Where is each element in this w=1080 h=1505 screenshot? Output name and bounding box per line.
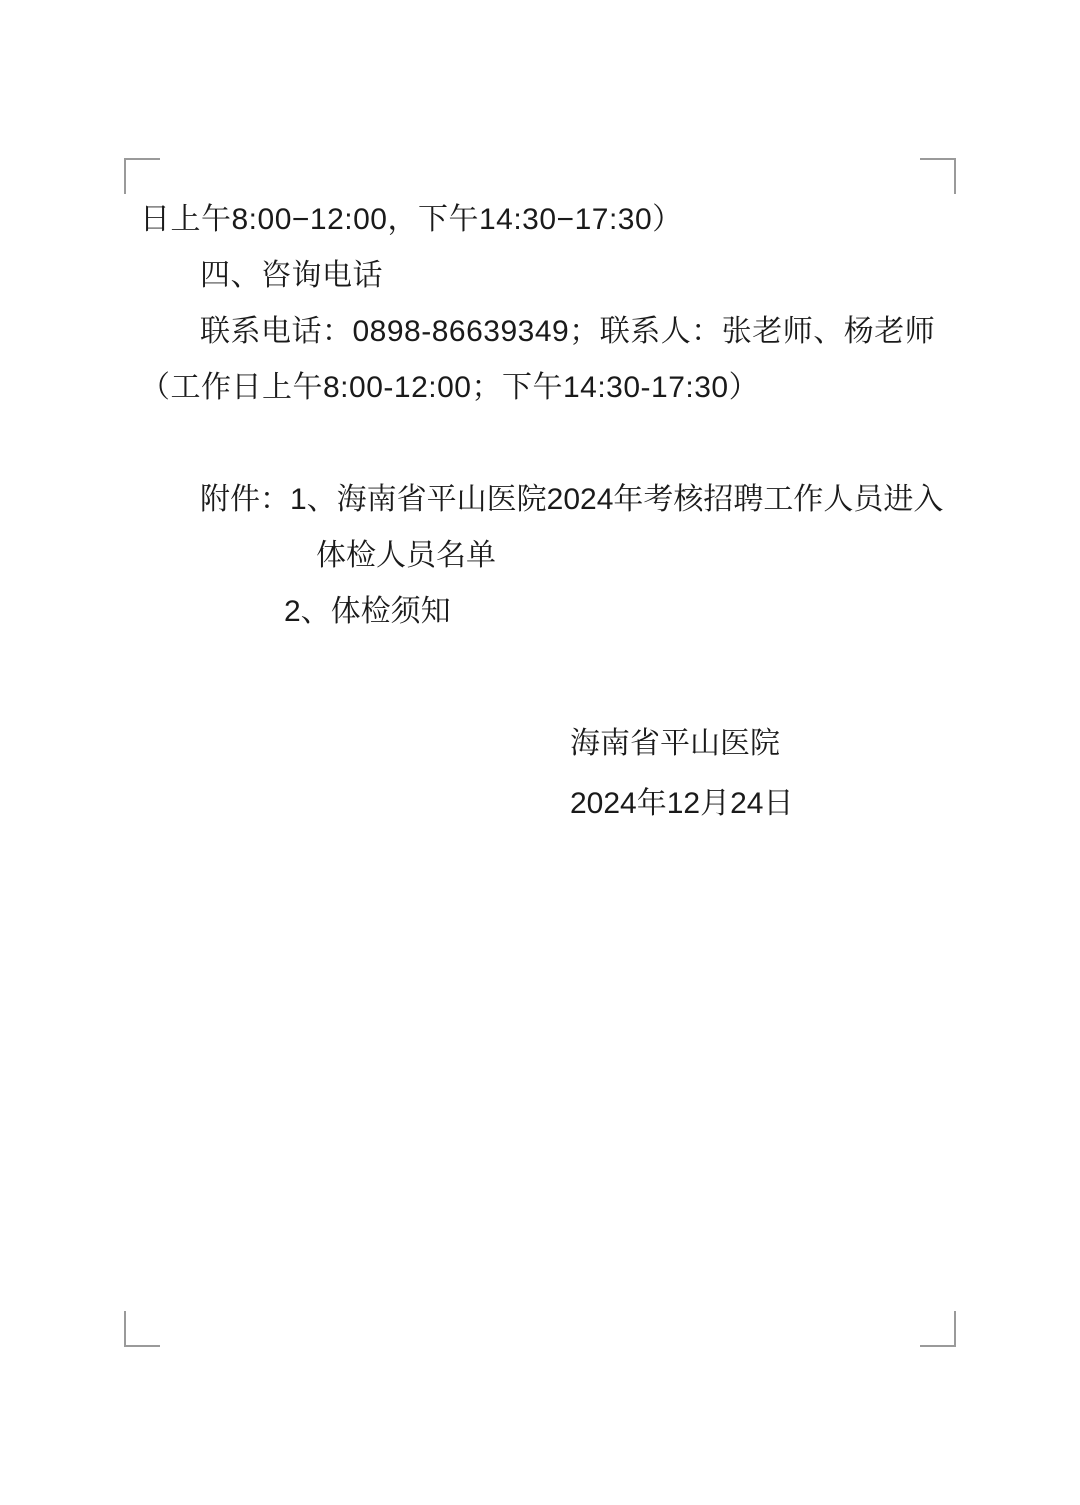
document-content (140, 192, 950, 834)
spacer-before-attachments (140, 416, 950, 472)
continued-hours-line: 日上午8:00−12:00，下午14:30−17:30） (140, 203, 683, 236)
section-heading-consultation-phone: 四、咨询电话 (200, 259, 383, 292)
crop-mark-bottom-left (124, 1311, 160, 1347)
signature-organization: 海南省平山医院 (570, 727, 780, 760)
attachment-1-line-2: 体检人员名单 (316, 539, 496, 572)
crop-mark-bottom-right (920, 1311, 956, 1347)
attachment-1-line-1: 附件：1、海南省平山医院2024年考核招聘工作人员进入 (200, 483, 944, 516)
spacer-before-signature (140, 640, 950, 714)
signature-block (140, 714, 950, 834)
signature-date: 2024年12月24日 (570, 787, 794, 820)
crop-mark-top-left (124, 158, 160, 194)
attachment-2-line-1: 2、体检须知 (284, 595, 451, 628)
crop-mark-top-right (920, 158, 956, 194)
contact-paragraph: 联系电话：0898-86639349；联系人：张老师、杨老师（工作日上午8:00-12:00；下午14:30-17:30） (140, 315, 936, 404)
